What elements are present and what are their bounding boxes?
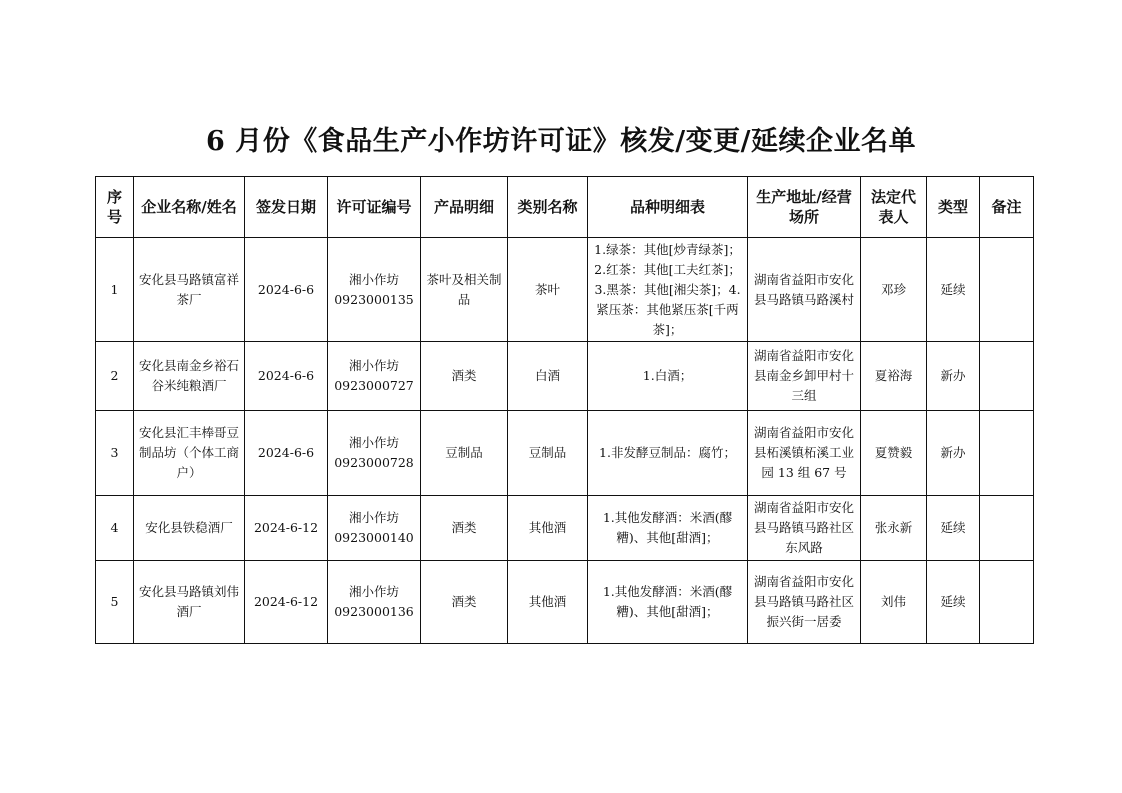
license-prefix: 湘小作坊 xyxy=(348,435,399,450)
cell-seq: 3 xyxy=(96,411,134,496)
cell-license-no xyxy=(328,496,421,561)
column-header-seq: 序号 xyxy=(96,177,134,238)
column-header-type: 类型 xyxy=(927,177,980,238)
column-header-address: 生产地址/经营场所 xyxy=(748,177,861,238)
cell-address: 湖南省益阳市安化县马路镇马路社区振兴街一居委 xyxy=(748,561,861,644)
column-header-category: 类别名称 xyxy=(508,177,588,238)
license-number: 0923000135 xyxy=(334,291,414,307)
table-row xyxy=(96,411,1034,496)
cell-variety: 1.其他发酵酒：米酒(醪糟)、其他[甜酒]； xyxy=(588,561,748,644)
cell-seq: 4 xyxy=(96,496,134,561)
cell-variety: 1.其他发酵酒：米酒(醪糟)、其他[甜酒]； xyxy=(588,496,748,561)
cell-category: 豆制品 xyxy=(508,411,588,496)
cell-remark xyxy=(980,411,1034,496)
license-number: 0923000728 xyxy=(334,455,414,470)
cell-license-no xyxy=(328,561,421,644)
cell-variety: 1.非发酵豆制品：腐竹； xyxy=(588,411,748,496)
column-header-product: 产品明细 xyxy=(421,177,508,238)
cell-representative: 邓珍 xyxy=(861,238,927,342)
column-header-issue-date: 签发日期 xyxy=(245,177,328,238)
cell-representative: 张永新 xyxy=(861,496,927,561)
cell-representative: 刘伟 xyxy=(861,561,927,644)
cell-category: 其他酒 xyxy=(508,561,588,644)
cell-remark xyxy=(980,342,1034,411)
cell-category: 白酒 xyxy=(508,342,588,411)
column-header-license-no: 许可证编号 xyxy=(328,177,421,238)
table-row xyxy=(96,238,1034,342)
cell-variety: 1.白酒； xyxy=(588,342,748,411)
cell-company: 安化县铁稳酒厂 xyxy=(134,496,245,561)
column-header-variety: 品种明细表 xyxy=(588,177,748,238)
cell-issue-date: 2024-6-12 xyxy=(245,561,328,644)
table-row xyxy=(96,561,1034,644)
cell-company: 安化县汇丰棒哥豆制品坊（个体工商户） xyxy=(134,411,245,496)
cell-seq: 2 xyxy=(96,342,134,411)
header-row xyxy=(96,177,1034,238)
cell-product: 豆制品 xyxy=(421,411,508,496)
license-prefix: 湘小作坊 xyxy=(348,584,399,599)
cell-representative: 夏赞毅 xyxy=(861,411,927,496)
cell-type: 新办 xyxy=(927,342,980,411)
license-roster-table xyxy=(95,176,1034,644)
cell-company: 安化县马路镇富祥茶厂 xyxy=(134,238,245,342)
cell-company: 安化县马路镇刘伟酒厂 xyxy=(134,561,245,644)
cell-issue-date: 2024-6-6 xyxy=(245,411,328,496)
cell-address: 湖南省益阳市安化县马路镇马路溪村 xyxy=(748,238,861,342)
license-number: 0923000140 xyxy=(334,530,414,545)
cell-license-no xyxy=(328,238,421,342)
cell-company: 安化县南金乡裕石谷米纯粮酒厂 xyxy=(134,342,245,411)
cell-remark xyxy=(980,238,1034,342)
cell-license-no xyxy=(328,411,421,496)
cell-type: 延续 xyxy=(927,238,980,342)
table-row xyxy=(96,496,1034,561)
cell-representative: 夏裕海 xyxy=(861,342,927,411)
cell-product: 茶叶及相关制品 xyxy=(421,238,508,342)
column-header-company: 企业名称/姓名 xyxy=(134,177,245,238)
cell-remark xyxy=(980,561,1034,644)
table-row xyxy=(96,342,1034,411)
cell-issue-date: 2024-6-6 xyxy=(245,342,328,411)
cell-seq: 1 xyxy=(96,238,134,342)
license-prefix: 湘小作坊 xyxy=(348,271,399,287)
license-prefix: 湘小作坊 xyxy=(348,510,399,525)
page-title: 6 月份《食品生产小作坊许可证》核发/变更/延续企业名单 xyxy=(206,126,916,157)
cell-address: 湖南省益阳市安化县南金乡卸甲村十三组 xyxy=(748,342,861,411)
cell-license-no xyxy=(328,342,421,411)
cell-type: 延续 xyxy=(927,561,980,644)
cell-issue-date: 2024-6-6 xyxy=(245,238,328,342)
cell-seq: 5 xyxy=(96,561,134,644)
license-number: 0923000727 xyxy=(334,378,414,393)
cell-variety: 1.绿茶：其他[炒青绿茶]；2.红茶：其他[工夫红茶]；3.黑茶：其他[湘尖茶]；4.紧压茶：其他紧压茶[千两茶]； xyxy=(588,238,748,342)
cell-address: 湖南省益阳市安化县柘溪镇柘溪工业园 13 组 67 号 xyxy=(748,411,861,496)
cell-remark xyxy=(980,496,1034,561)
cell-product: 酒类 xyxy=(421,342,508,411)
cell-product: 酒类 xyxy=(421,496,508,561)
column-header-representative: 法定代表人 xyxy=(861,177,927,238)
cell-type: 延续 xyxy=(927,496,980,561)
cell-type: 新办 xyxy=(927,411,980,496)
cell-category: 茶叶 xyxy=(508,238,588,342)
cell-category: 其他酒 xyxy=(508,496,588,561)
cell-issue-date: 2024-6-12 xyxy=(245,496,328,561)
license-number: 0923000136 xyxy=(334,604,414,619)
cell-product: 酒类 xyxy=(421,561,508,644)
cell-address: 湖南省益阳市安化县马路镇马路社区东风路 xyxy=(748,496,861,561)
column-header-remark: 备注 xyxy=(980,177,1034,238)
license-prefix: 湘小作坊 xyxy=(348,358,399,373)
